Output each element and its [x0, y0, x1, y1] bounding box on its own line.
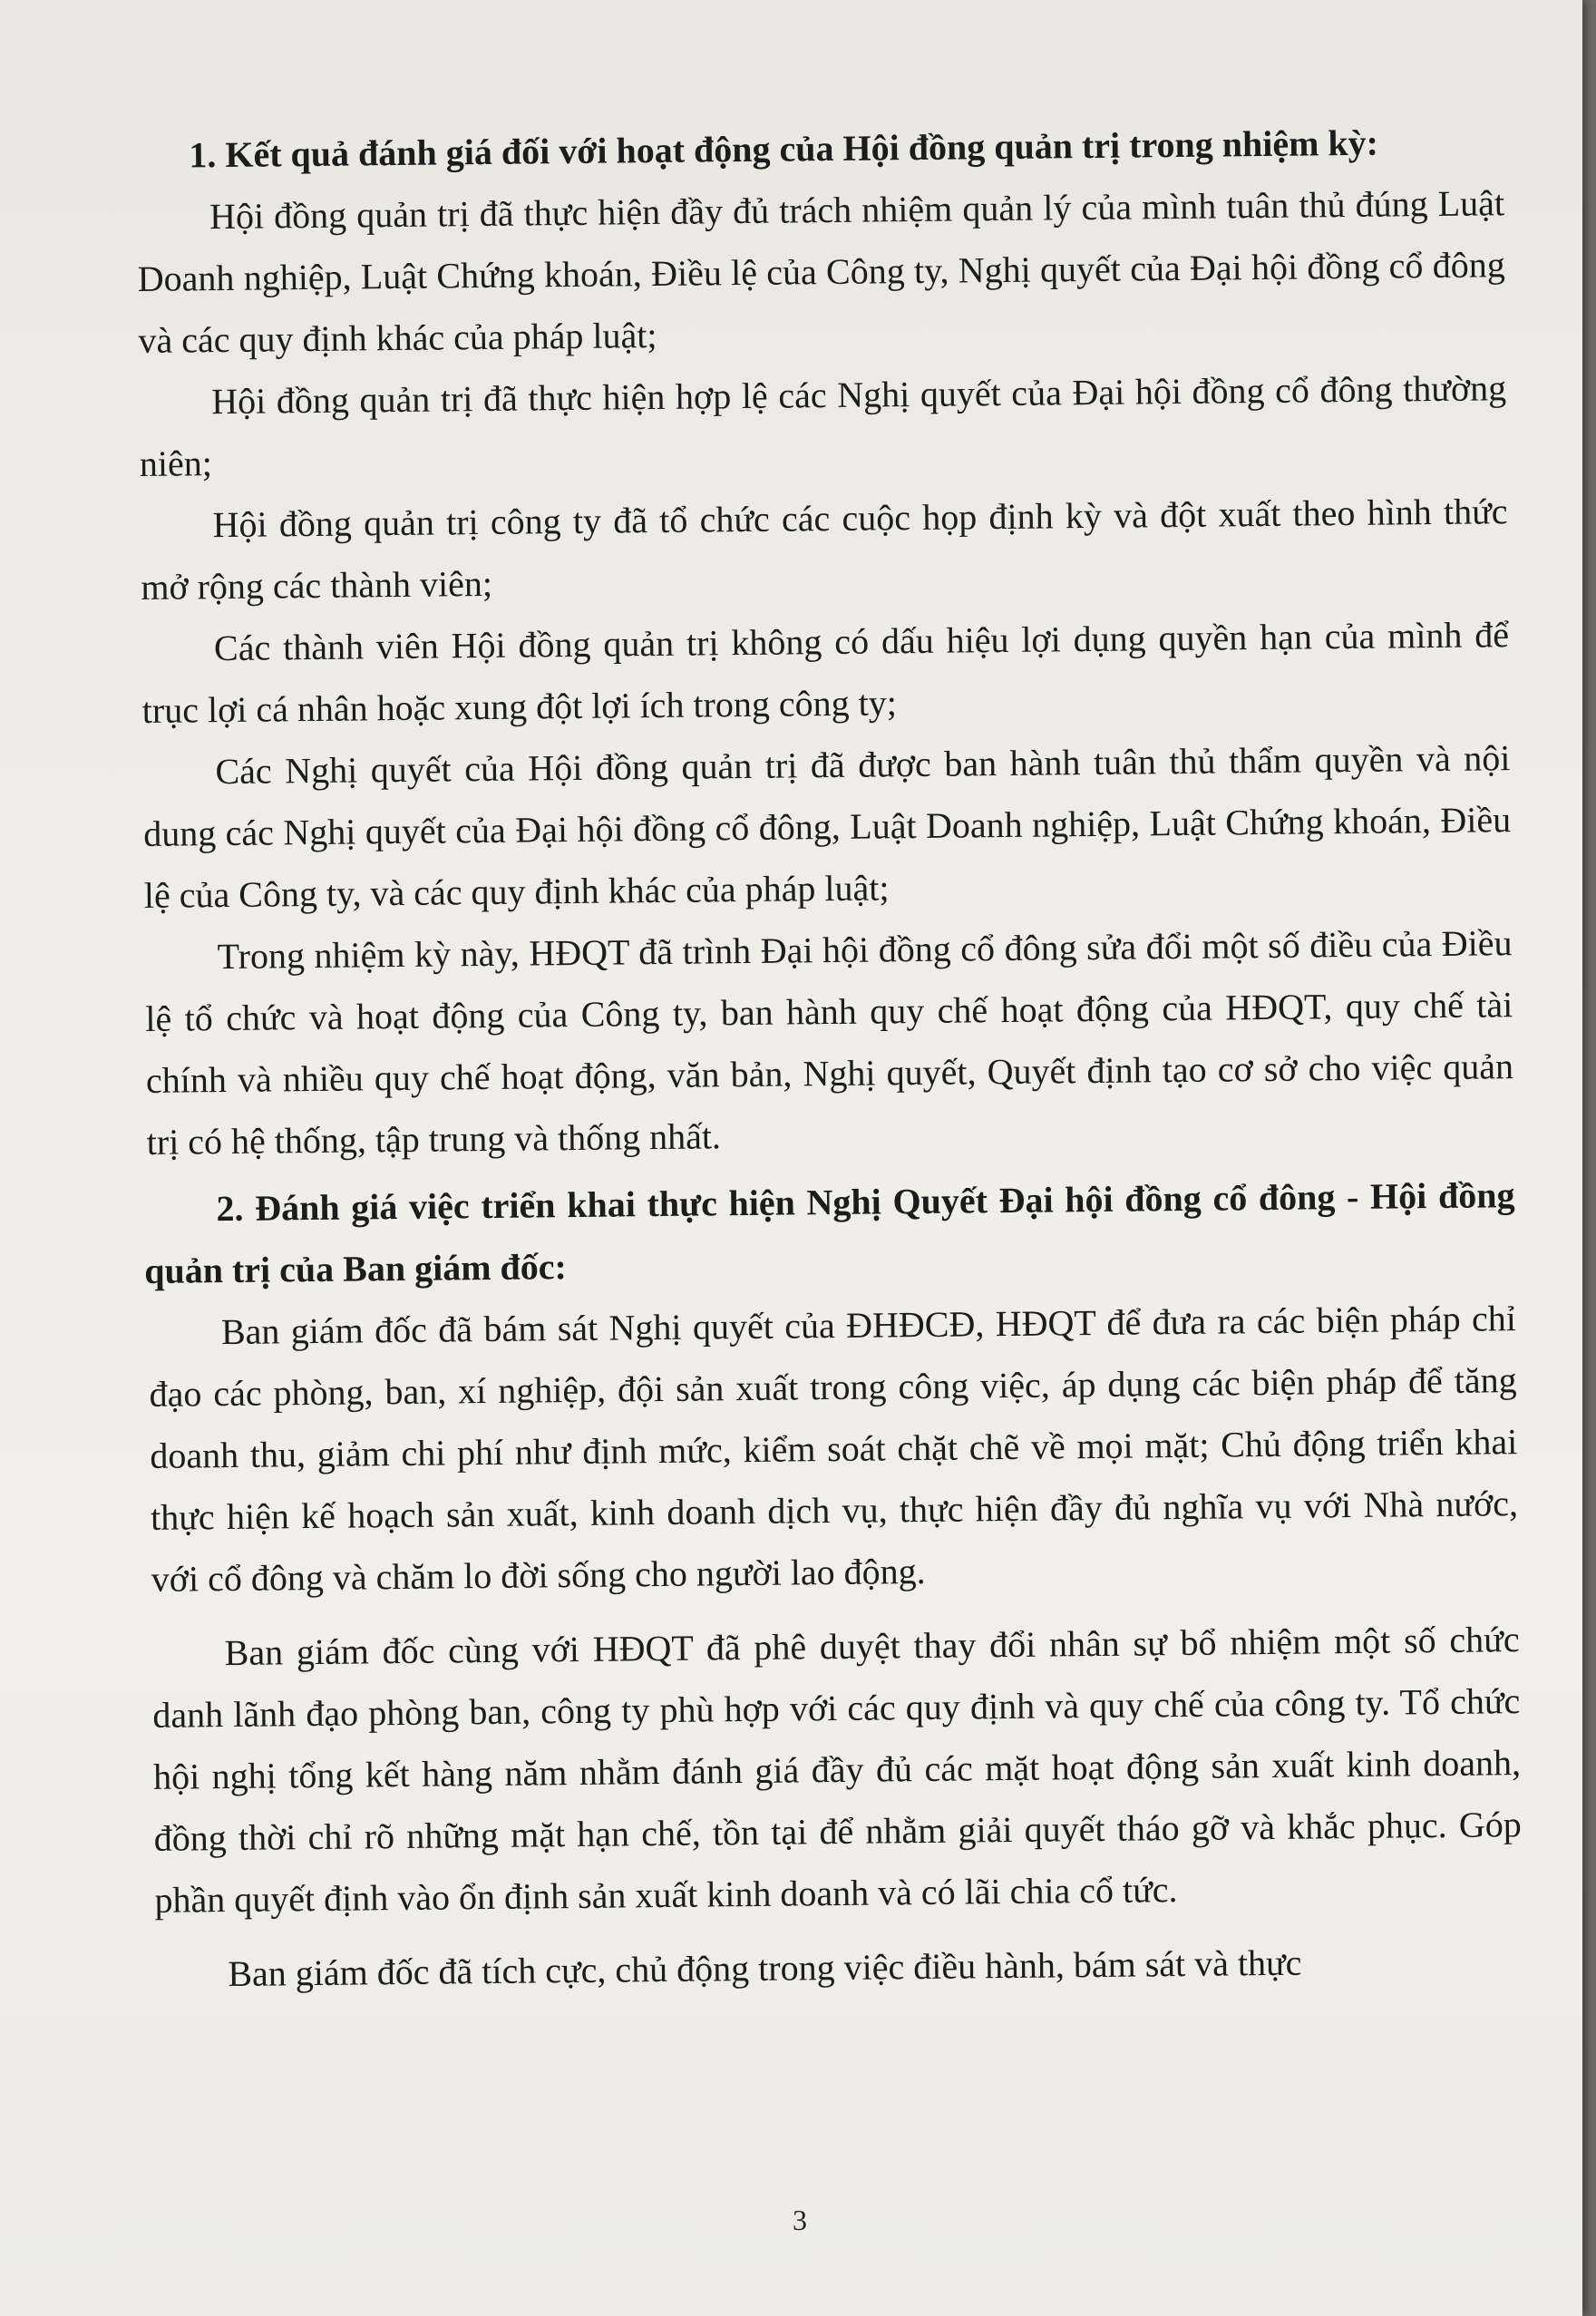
section-2-paragraph: Ban giám đốc cùng với HĐQT đã phê duyệt thay đổi nhân sự bổ nhiệm một số chức danh lãnh đạo phòng ban, công ty phù hợp với các quy định và quy chế của công ty. Tổ chức hội nghị tổng kết hàng năm nhằm đánh giá đầy đủ các mặt hoạt động sản xuất kinh doanh, đồng thời chỉ rõ những mặt hạn chế, tồn tại để nhằm giải quyết tháo gỡ và khắc phục. Góp phần quyết định vào ổn định sản xuất kinh doanh và có lãi chia cổ tức.	[152, 1619, 1522, 1921]
section-1-paragraph: Các thành viên Hội đồng quản trị không có dấu hiệu lợi dụng quyền hạn của mình để trục lợi cá nhân hoặc xung đột lợi ích trong công ty;	[141, 614, 1510, 731]
section-1-paragraph: Hội đồng quản trị đã thực hiện đầy đủ trách nhiệm quản lý của mình tuân thủ đúng Luật Doanh nghiệp, Luật Chứng khoán, Điều lệ của Công ty, Nghị quyết của Đại hội đồng cổ đông và các quy định khác của pháp luật;	[137, 182, 1505, 361]
section-2-paragraph: Ban giám đốc đã bám sát Nghị quyết của ĐHĐCĐ, HĐQT để đưa ra các biện pháp chỉ đạo các phòng, ban, xí nghiệp, đội sản xuất trong công việc, áp dụng các biện pháp để tăng doanh thu, giảm chi phí như định mức, kiểm soát chặt chẽ về mọi mặt; Chủ động triển khai thực hiện kế hoạch sản xuất, kinh doanh dịch vụ, thực hiện đầy đủ nghĩa vụ với Nhà nước, với cổ đông và chăm lo đời sống cho người lao động.	[149, 1298, 1519, 1600]
section-2-heading: 2. Đánh giá việc triển khai thực hiện Nghị Quyết Đại hội đồng cổ đông - Hội đồng quản trị của Ban giám đốc:	[143, 1174, 1515, 1291]
page-number: 3	[793, 2204, 807, 2236]
page-content	[136, 111, 1523, 2006]
section-1-paragraph: Trong nhiệm kỳ này, HĐQT đã trình Đại hội đồng cổ đông sửa đổi một số điều của Điều lệ tổ chức và hoạt động của Công ty, ban hành quy chế hoạt động của HĐQT, quy chế tài chính và nhiều quy chế hoạt động, văn bản, Nghị quyết, Quyết định tạo cơ sở cho việc quản trị có hệ thống, tập trung và thống nhất.	[145, 922, 1514, 1163]
section-1-paragraph: Các Nghị quyết của Hội đồng quản trị đã được ban hành tuân thủ thẩm quyền và nội dung các Nghị quyết của Đại hội đồng cổ đông, Luật Doanh nghiệp, Luật Chứng khoán, Điều lệ của Công ty, và các quy định khác của pháp luật;	[142, 737, 1512, 916]
section-2-paragraph: Ban giám đốc đã tích cực, chủ động trong việc điều hành, bám sát và thực	[228, 1941, 1302, 1995]
section-1-paragraph: Hội đồng quản trị công ty đã tổ chức các cuộc họp định kỳ và đột xuất theo hình thức mở rộng các thành viên;	[141, 491, 1508, 608]
section-1-heading: 1. Kết quả đánh giá đối với hoạt động của Hội đồng quản trị trong nhiệm kỳ:	[189, 122, 1379, 176]
section-1-paragraph: Hội đồng quản trị đã thực hiện hợp lệ các Nghị quyết của Đại hội đồng cổ đông thường niên;	[139, 367, 1507, 484]
